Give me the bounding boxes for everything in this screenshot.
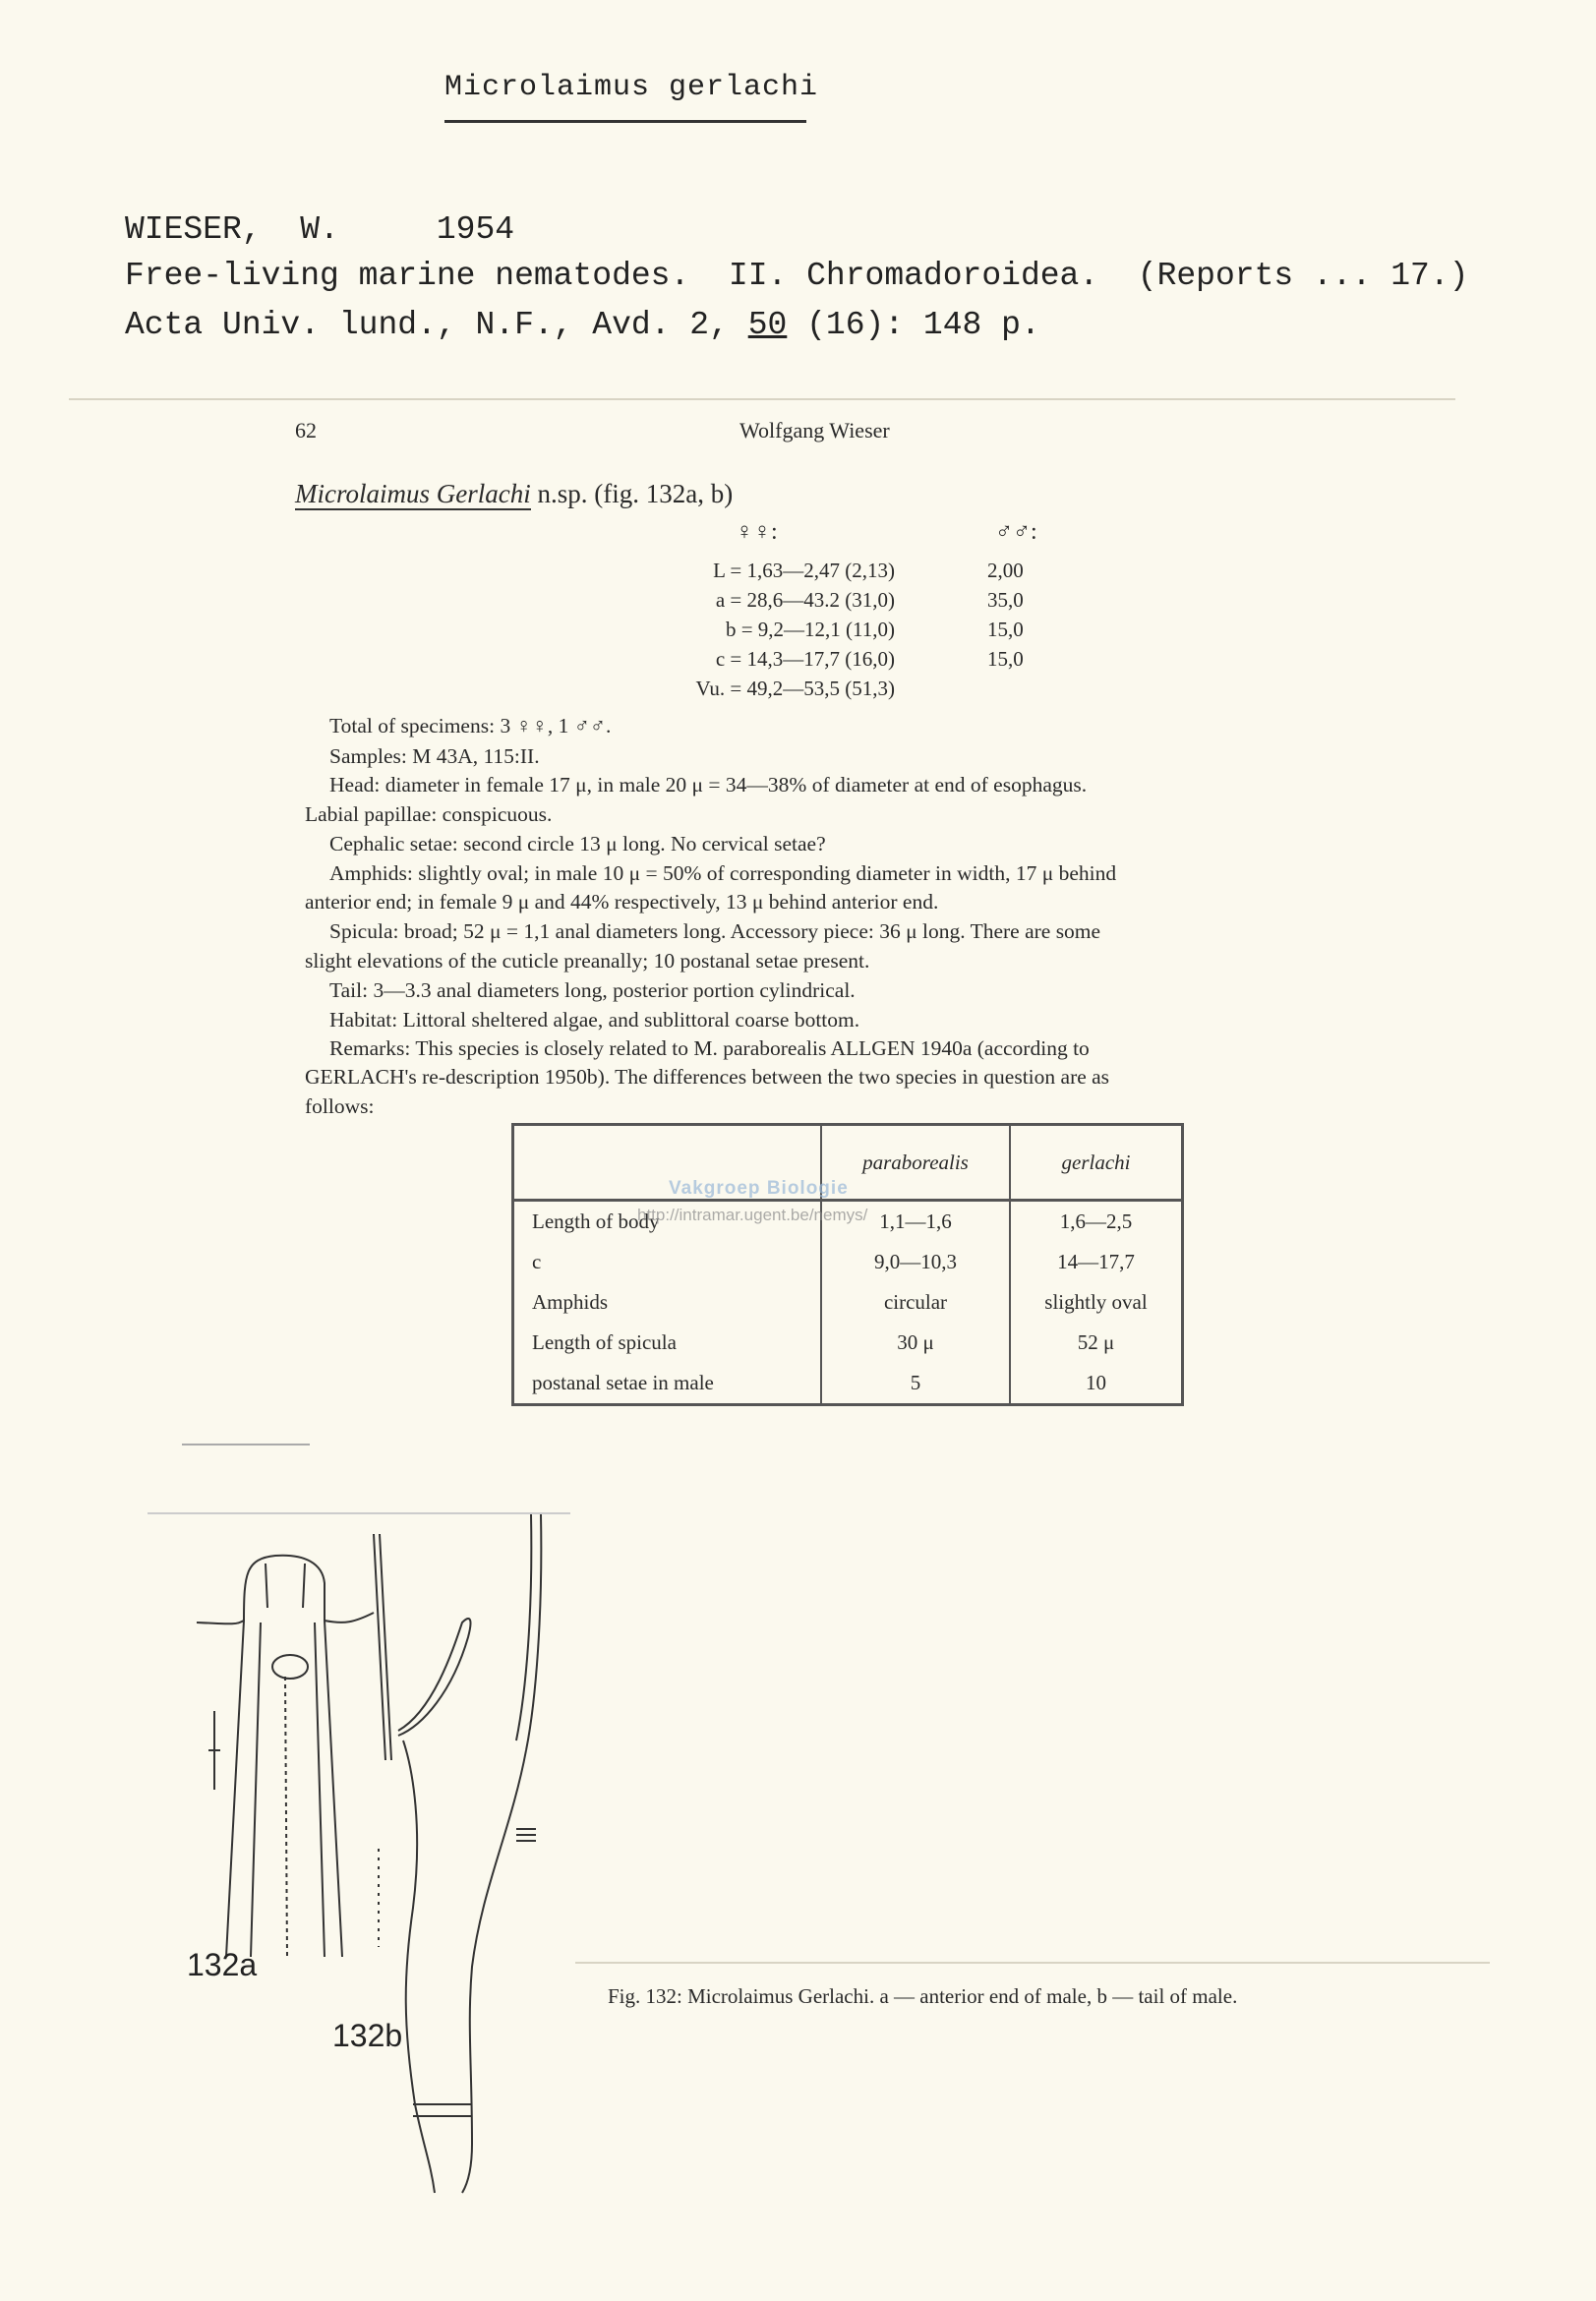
desc-head: Head: diameter in female 17 μ, in male 20 μ = 34—38% of diameter at end of esophagus.: [329, 773, 1088, 796]
source-volume: 50: [747, 307, 788, 343]
table-row: [513, 1242, 1183, 1282]
nematode-figure: [177, 1514, 590, 2203]
measurement-male: 35,0: [987, 588, 1024, 612]
table-cell: 14—17,7: [1010, 1242, 1183, 1282]
desc-amphids: Amphids: slightly oval; in male 10 μ = 50% of corresponding diameter in width, 17 μ behind: [329, 861, 1117, 885]
measurement-row: b = 9,2—12,1 (11,0): [725, 618, 895, 641]
table-cell: circular: [821, 1282, 1010, 1323]
running-head: Wolfgang Wieser: [739, 418, 890, 442]
table-cell: 1,1—1,6: [821, 1201, 1010, 1243]
desc-tail: Tail: 3—3.3 anal diameters long, posterior portion cylindrical.: [329, 978, 856, 1002]
figure-label-b: 132b: [332, 2018, 403, 2053]
source-suffix: (16): 148 p.: [787, 307, 1040, 343]
desc-samples: Samples: M 43A, 115:II.: [329, 744, 540, 768]
table-cell: 30 μ: [821, 1323, 1010, 1363]
species-name: Microlaimus Gerlachi: [295, 479, 531, 508]
desc-spicula: Spicula: broad; 52 μ = 1,1 anal diameters long. Accessory piece: 36 μ long. There are some: [329, 919, 1101, 943]
measurement-male: 15,0: [987, 647, 1024, 671]
table-row: [513, 1282, 1183, 1323]
female-header: ♀♀:: [736, 519, 778, 545]
caption-rule: [575, 1962, 1490, 1964]
watermark-text: Vakgroep Biologie: [669, 1178, 849, 1199]
table-header-paraborealis: paraborealis: [821, 1125, 1010, 1201]
desc-remarks-end: follows:: [305, 1094, 375, 1118]
measurement-row: L = 1,63—2,47 (2,13): [713, 559, 895, 582]
desc-remarks-cont: GERLACH's re-description 1950b). The differences between the two species in question are as: [305, 1065, 1110, 1089]
desc-habitat: Habitat: Littoral sheltered algae, and sublittoral coarse bottom.: [329, 1008, 860, 1032]
page-number: 62: [295, 418, 317, 442]
desc-amphids-cont: anterior end; in female 9 μ and 44% respectively, 13 μ behind anterior end.: [305, 890, 939, 914]
species-rest: n.sp. (fig. 132a, b): [530, 479, 734, 508]
species-heading: [295, 479, 733, 509]
reference-source: [125, 307, 1040, 343]
table-row: [513, 1363, 1183, 1405]
watermark-url: http://intramar.ugent.be/nemys/: [637, 1206, 868, 1224]
table-cell: 5: [821, 1363, 1010, 1405]
desc-papillae: Labial papillae: conspicuous.: [305, 802, 553, 826]
table-cell: 9,0—10,3: [821, 1242, 1010, 1282]
card-title: Microlaimus gerlachi: [444, 71, 819, 104]
table-cell: postanal setae in male: [532, 1371, 714, 1394]
table-cell: 10: [1010, 1363, 1183, 1405]
table-cell: Length of body: [532, 1210, 660, 1233]
table-cell: c: [532, 1250, 542, 1273]
measurement-row: a = 28,6—43.2 (31,0): [715, 588, 895, 612]
figure-label-a: 132a: [187, 1947, 258, 1982]
measurement-row: c = 14,3—17,7 (16,0): [715, 647, 895, 671]
table-cell: Length of spicula: [532, 1330, 677, 1354]
reference-title: Free-living marine nematodes. II. Chromadoroidea. (Reports ... 17.): [125, 258, 1469, 294]
desc-cephalic: Cephalic setae: second circle 13 μ long. No cervical setae?: [329, 832, 826, 856]
male-header: ♂♂:: [995, 519, 1037, 545]
measurement-male: 15,0: [987, 618, 1024, 641]
table-cell: slightly oval: [1010, 1282, 1183, 1323]
comparison-table: [511, 1123, 1184, 1406]
source-prefix: Acta Univ. lund., N.F., Avd. 2,: [125, 307, 748, 343]
figure-caption: Fig. 132: Microlaimus Gerlachi. a — anterior end of male, b — tail of male.: [608, 1984, 1238, 2008]
title-underline: [444, 120, 806, 123]
separator-line: [69, 398, 1455, 400]
desc-specimens: Total of specimens: 3 ♀♀, 1 ♂♂.: [329, 714, 612, 738]
table-cell: 52 μ: [1010, 1323, 1183, 1363]
desc-spicula-cont: slight elevations of the cuticle preanally; 10 postanal setae present.: [305, 949, 870, 973]
table-header-gerlachi: gerlachi: [1010, 1125, 1183, 1201]
table-row: [513, 1323, 1183, 1363]
desc-remarks: Remarks: This species is closely related to M. paraborealis ALLGEN 1940a (according to: [329, 1036, 1090, 1060]
measurement-male: 2,00: [987, 559, 1024, 582]
author-line: WIESER, W. 1954: [125, 211, 515, 248]
table-cell: Amphids: [532, 1290, 609, 1314]
measurement-row: Vu. = 49,2—53,5 (51,3): [695, 677, 895, 700]
table-cell: 1,6—2,5: [1010, 1201, 1183, 1243]
stray-mark: [182, 1444, 310, 1446]
